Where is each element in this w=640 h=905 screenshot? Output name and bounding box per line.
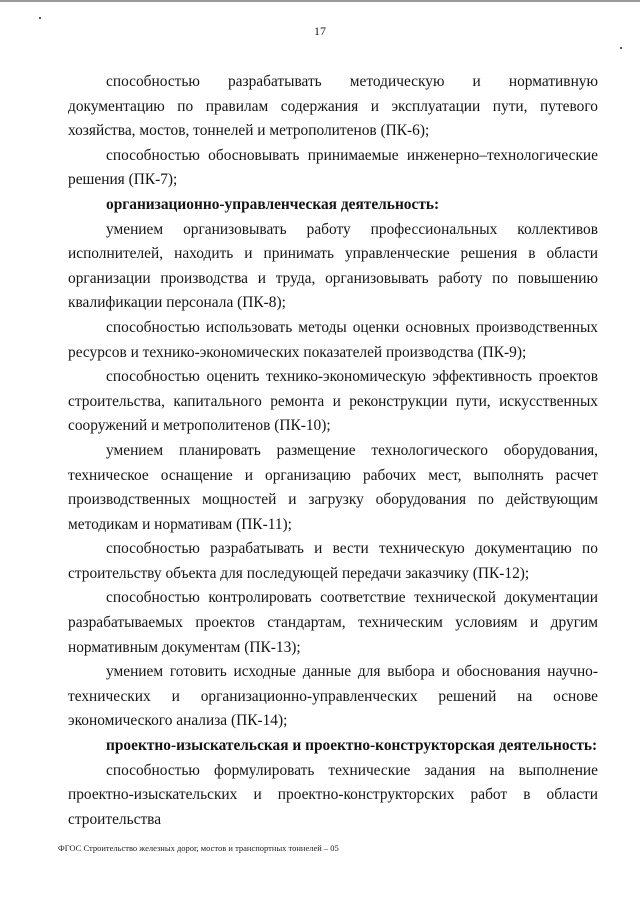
paragraph-pk6: способностью разрабатывать методическую и нормативную документацию по правилам содержания и эксплуатации пути, путевого хозяйства, мостов, тоннелей и метрополитенов (ПК-6); — [68, 73, 598, 140]
paragraph-pk8: умением организовывать работу профессиональных коллективов исполнителей, находить и принимать управленческие решения в области организации производства и труда, организовывать работу по повышению квалификации персонала (ПК-8); — [68, 220, 598, 312]
body-text — [68, 70, 598, 832]
page-number: 17 — [314, 24, 326, 38]
paragraph-design-tasks: способностью формулировать технические задания на выполнение проектно-изыскательских и проектно-конструкторских работ в области строительства — [68, 761, 598, 828]
paragraph-pk13: способностью контролировать соответствие технической документации разрабатываемых проектов стандартам, техническим условиям и другим нормативным документам (ПК-13); — [68, 589, 598, 656]
paragraph-pk10: способностью оценить технико-экономическую эффективность проектов строительства, капитального ремонта и реконструкции пути, искусственных сооружений и метрополитенов (ПК-10); — [68, 368, 598, 435]
paragraph-pk12: способностью разрабатывать и вести техническую документацию по строительству объекта для последующей передачи заказчику (ПК-12); — [68, 540, 598, 582]
scan-top-edge — [0, 0, 640, 2]
paragraph-pk7: способностью обосновывать принимаемые инженерно–технологические решения (ПК-7); — [68, 146, 598, 189]
paragraph-pk11: умением планировать размещение технологического оборудования, техническое оснащение и организацию рабочих мест, выполнять расчет производственных мощностей и загрузку оборудования по действующим методикам и нормативам (ПК-11); — [68, 441, 598, 533]
scan-speck — [620, 47, 622, 49]
section-heading-design: проектно-изыскательская и проектно-конструкторская деятельность: — [106, 737, 598, 755]
section-heading-management: организационно-управленческая деятельность: — [106, 195, 440, 213]
paragraph-pk14: умением готовить исходные данные для выбора и обоснования научно-технических и организационно-управленческих решений на основе экономического анализа (ПК-14); — [68, 663, 598, 730]
paragraph-pk9: способностью использовать методы оценки основных производственных ресурсов и технико-экономических показателей производства (ПК-9); — [68, 318, 598, 361]
footer: ФГОС Строительство железных дорог, мостов и транспортных тоннелей – 05 — [58, 843, 339, 853]
scan-speck — [39, 17, 41, 19]
